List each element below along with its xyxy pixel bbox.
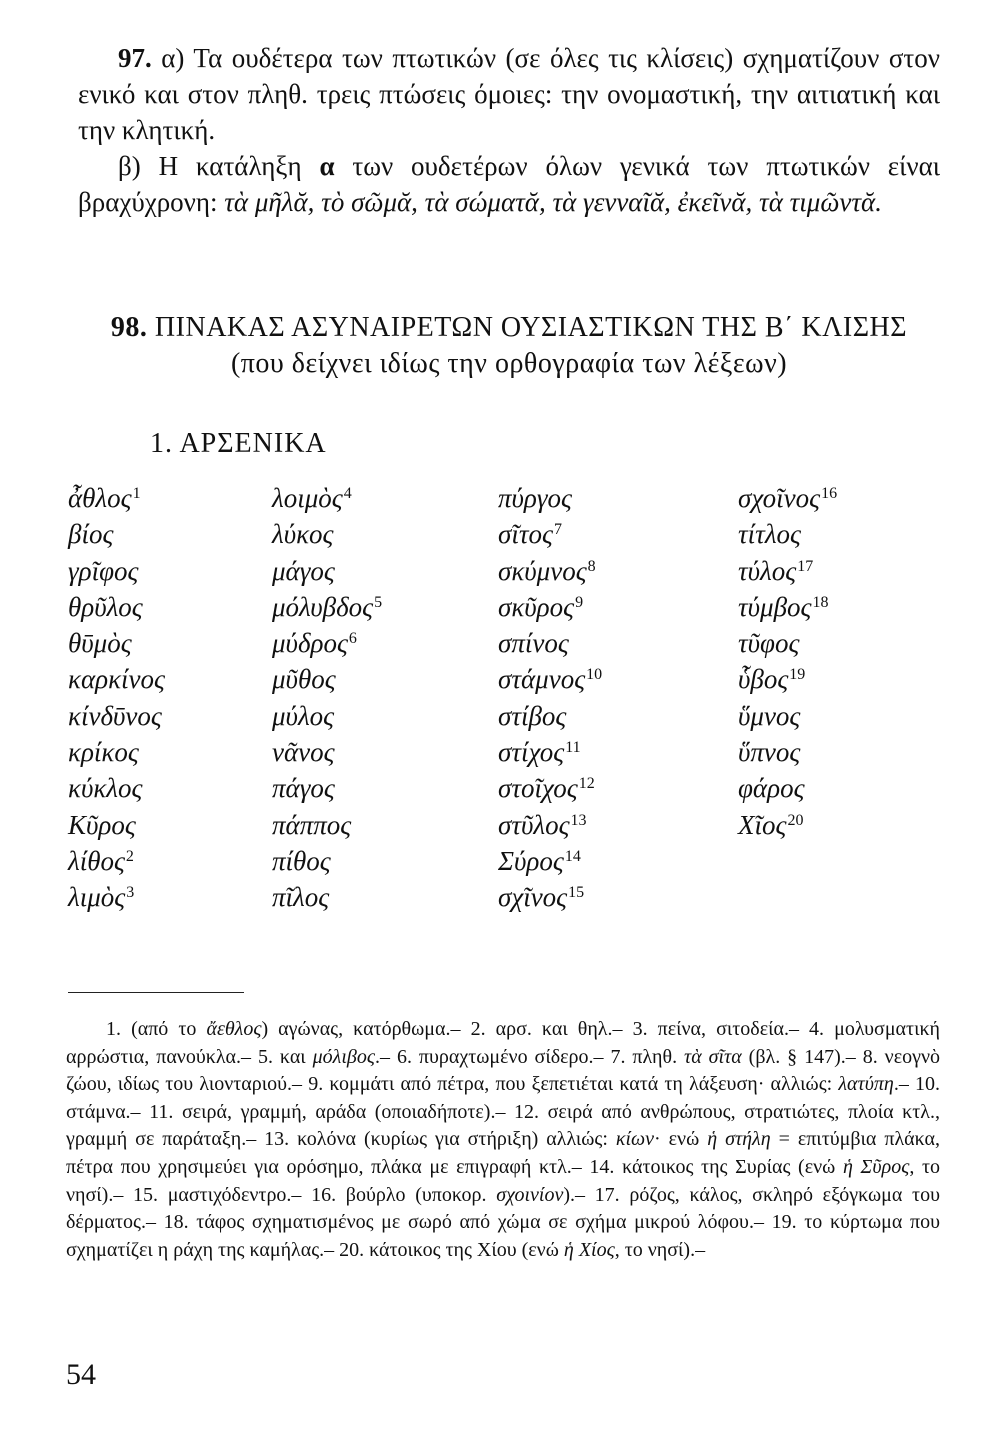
- word-text: μύλος: [272, 700, 335, 731]
- word-entry: [738, 807, 837, 843]
- word-entry: [498, 734, 602, 770]
- footnote-ref: 9: [575, 593, 584, 611]
- footnote-text: .– 10. στάμνα.– 11. σειρά, γραμμή, αράδα (οποιαδήποτε).– 12. σειρά από ανθρώπους, στρατιώτες, πλοία κτλ., γραμμή σε παράταξη.– 13. κολόνα (κυρίως για στήριξη) αλλιώς:: [66, 1073, 941, 1151]
- word-entry: [272, 480, 382, 516]
- page-number: 54: [66, 1358, 96, 1391]
- word-entry: [498, 698, 602, 734]
- word-column-1: [68, 480, 165, 916]
- word-entry: [272, 734, 382, 770]
- footnote-ref: 17: [797, 557, 814, 575]
- footnote-ref: 6: [348, 630, 357, 648]
- word-entry: [272, 843, 382, 879]
- paragraph-number-98: 98.: [110, 312, 148, 343]
- word-text: μῦθος: [272, 664, 336, 695]
- table-subtitle: (που δείχνει ιδίως την ορθογραφία των λέξεων): [230, 348, 788, 379]
- footnote-text: 1. (από το: [106, 1018, 207, 1040]
- word-text: τύλος: [738, 555, 797, 586]
- word-entry: [738, 770, 837, 806]
- word-entry: [68, 770, 165, 806]
- word-entry: [738, 698, 837, 734]
- footnote-italic-term: κίων: [615, 1128, 655, 1151]
- word-entry: [68, 698, 165, 734]
- footnote-text: · ενώ: [654, 1128, 708, 1151]
- footnote-italic-term: λατύπη: [838, 1073, 894, 1096]
- word-text: λίθος: [68, 845, 125, 876]
- word-text: θῡμὸς: [68, 628, 132, 659]
- footnote-ref: 12: [578, 775, 595, 793]
- word-text: σπίνος: [498, 628, 569, 659]
- footnote-ref: 2: [125, 847, 134, 865]
- word-entry: [272, 589, 382, 625]
- word-text: ἆθλος: [68, 483, 132, 513]
- word-text: σκῦρος: [498, 591, 575, 622]
- word-entry: [498, 661, 602, 697]
- word-entry: [498, 480, 602, 516]
- word-text: κύκλος: [68, 773, 143, 804]
- word-entry: [738, 625, 837, 661]
- footnote-text: .– 6. πυραχτωμένο σίδερο.– 7. πληθ.: [374, 1045, 685, 1068]
- word-text: λύκος: [272, 519, 334, 550]
- word-entry: [272, 879, 382, 915]
- word-entry: [68, 661, 165, 697]
- word-text: ὗβος: [738, 664, 789, 695]
- word-entry: [498, 589, 602, 625]
- word-text: τύμβος: [738, 591, 812, 622]
- footnote-italic-term: μόλιβος: [312, 1045, 375, 1068]
- word-text: στοῖχος: [498, 773, 578, 804]
- paragraph-97b: [78, 148, 940, 220]
- word-entry: [272, 553, 382, 589]
- word-entry: [272, 807, 382, 843]
- word-text: σκύμνος: [498, 555, 587, 586]
- word-entry: [68, 516, 165, 552]
- word-text: σχῖνος: [498, 882, 568, 913]
- word-entry: [738, 553, 837, 589]
- footnote-ref: 14: [564, 847, 581, 865]
- word-text: στίβος: [498, 700, 567, 731]
- word-text: γρῖφος: [68, 555, 139, 586]
- footnote-italic-term: ἄεθλος: [206, 1018, 262, 1040]
- footnote-text: , το νησί).–: [614, 1238, 706, 1261]
- footnote-text: ) αγώνας, κατόρθωμα.– 2. αρσ. και θηλ.– 3. πείνα, σιτοδεία.– 4. μολυσματική αρρώστια, πανούκλα.– 5. και: [66, 1018, 940, 1068]
- word-text: στῦλος: [498, 809, 570, 840]
- word-entry: [68, 807, 165, 843]
- footnote-text: , το νησί).– 15. μαστιχόδεντρο.– 16. βούρλο (υποκορ.: [66, 1155, 940, 1206]
- paragraph-97b-examples: τὰ μῆλᾰ, τὸ σῶμᾰ, τὰ σώματᾰ, τὰ γενναῖᾰ, ἐκεῖνᾰ, τὰ τιμῶντᾰ.: [224, 187, 882, 217]
- footnote-ref: 18: [812, 593, 829, 611]
- footnote-ref: 3: [126, 884, 135, 902]
- word-text: κρίκος: [68, 737, 139, 768]
- word-text: ὕπνος: [738, 737, 801, 768]
- footnote-ref: 5: [374, 593, 383, 611]
- word-entry: [68, 843, 165, 879]
- word-text: πίθος: [272, 845, 331, 876]
- word-entry: [272, 516, 382, 552]
- word-text: φάρος: [738, 773, 805, 804]
- word-text: σχοῖνος: [738, 483, 821, 513]
- word-text: πάγος: [272, 773, 335, 804]
- word-entry: [498, 625, 602, 661]
- footnote-italic-term: ἡ Χίος: [563, 1238, 615, 1261]
- word-entry: [272, 698, 382, 734]
- word-entry: [68, 625, 165, 661]
- word-column-4: [738, 480, 837, 843]
- paragraph-97a: [78, 40, 940, 148]
- word-text: μύδρος: [272, 628, 348, 659]
- footnote-ref: 8: [587, 557, 596, 575]
- footnote-ref: 4: [343, 485, 352, 502]
- word-text: μόλυβδος: [272, 591, 374, 622]
- word-entry: [498, 516, 602, 552]
- word-entry: [738, 661, 837, 697]
- word-text: βίος: [68, 519, 114, 550]
- footnotes: [66, 1016, 940, 1264]
- word-text: στάμνος: [498, 664, 586, 695]
- word-entry: [272, 770, 382, 806]
- word-column-2: [272, 480, 382, 916]
- word-entry: [738, 480, 837, 516]
- word-text: θρῦλος: [68, 591, 143, 622]
- word-text: σῖτος: [498, 519, 553, 550]
- word-column-3: [498, 480, 602, 916]
- paragraph-97b-mid: των ουδετέρων όλων γενικά των πτωτικών είναι βραχύχρονη:: [78, 151, 941, 217]
- paragraph-97b-pre: β) Η κατάληξη: [118, 151, 302, 181]
- word-entry: [498, 807, 602, 843]
- footnote-ref: 13: [570, 811, 587, 829]
- word-entry: [738, 734, 837, 770]
- word-entry: [68, 734, 165, 770]
- footnote-text: ).– 17. ρόζος, κάλος, σκληρό εξόγκωμα του δέρματος.– 18. τάφος σχηματισμένος με σωρό από χώμα σε σχήμα μικρού λόφου.– 19. το κύρτωμα που σχηματίζει η ράχη της καμήλας.– 20. κάτοικος της Χίου (ενώ: [66, 1183, 940, 1261]
- word-entry: [498, 553, 602, 589]
- word-text: τίτλος: [738, 519, 801, 550]
- word-entry: [68, 480, 165, 516]
- footnote-ref: 1: [132, 485, 141, 502]
- footnote-ref: 15: [568, 884, 585, 902]
- footnote-rule: [68, 992, 244, 993]
- footnote-italic-term: τὰ σῖτα: [684, 1045, 742, 1068]
- footnote-text: = επιτύμβια πλάκα, πέτρα που χρησιμεύει για ορόσημο, πλάκα με επιγραφή κτλ.– 14. κάτοικος της Συρίας (ενώ: [66, 1128, 940, 1178]
- word-entry: [498, 770, 602, 806]
- footnote-text: (βλ. § 147).– 8. νεογνὸ ζώου, ιδίως του λιονταριού.– 9. κομμάτι από πέτρα, που ξεπετιέται κατά τη λάξευση· αλλιώς:: [66, 1045, 940, 1096]
- word-text: ὕμνος: [738, 700, 801, 731]
- word-text: καρκίνος: [68, 664, 165, 695]
- paragraph-97a-text: α) Τα ουδέτερα των πτωτικών (σε όλες τις κλίσεις) σχηματίζουν στον ενικό και στον πληθ. τρεις πτώσεις όμοιες: την ονομαστική, την αιτιατική και την κλητική.: [78, 43, 940, 145]
- word-entry: [68, 553, 165, 589]
- word-entry: [498, 843, 602, 879]
- word-text: πῖλος: [272, 882, 330, 913]
- word-entry: [68, 879, 165, 915]
- word-text: Χῖος: [738, 809, 787, 840]
- word-text: νᾶνος: [272, 737, 335, 768]
- section-title-masculine: 1. ΑΡΣΕΝΙΚΑ: [150, 428, 327, 459]
- paragraph-number-97: 97.: [118, 43, 152, 73]
- word-entry: [272, 625, 382, 661]
- footnote-ref: 7: [553, 521, 562, 539]
- word-text: λοιμὸς: [272, 483, 343, 513]
- footnote-ref: 10: [586, 666, 603, 684]
- word-entry: [272, 661, 382, 697]
- word-entry: [68, 589, 165, 625]
- table-heading-98: [78, 310, 940, 382]
- word-text: μάγος: [272, 555, 335, 586]
- word-text: τῦφος: [738, 628, 800, 659]
- word-entry: [738, 516, 837, 552]
- word-text: λιμὸς: [68, 882, 126, 913]
- footnote-italic-term: ἡ στήλη: [707, 1128, 771, 1151]
- word-entry: [498, 879, 602, 915]
- footnote-italic-term: ἡ Σῦρος: [842, 1155, 910, 1178]
- word-text: κίνδῡνος: [68, 700, 162, 731]
- footnote-ref: 11: [565, 739, 581, 757]
- word-entry: [738, 589, 837, 625]
- footnote-ref: 16: [821, 485, 838, 502]
- table-title: ΠΙΝΑΚΑΣ ΑΣΥΝΑΙΡΕΤΩΝ ΟΥΣΙΑΣΤΙΚΩΝ ΤΗΣ Β΄ ΚΛΙΣΗΣ: [154, 312, 908, 343]
- word-text: Κῦρος: [68, 809, 136, 840]
- word-text: πύργος: [498, 483, 572, 513]
- footnote-italic-term: σχοινίον: [496, 1183, 564, 1206]
- word-text: πάππος: [272, 809, 352, 840]
- footnote-ref: 20: [787, 811, 804, 829]
- footnote-ref: 19: [789, 666, 806, 684]
- paragraph-97b-alpha: α: [319, 151, 335, 181]
- word-text: Σύρος: [498, 845, 564, 876]
- word-text: στίχος: [498, 737, 565, 768]
